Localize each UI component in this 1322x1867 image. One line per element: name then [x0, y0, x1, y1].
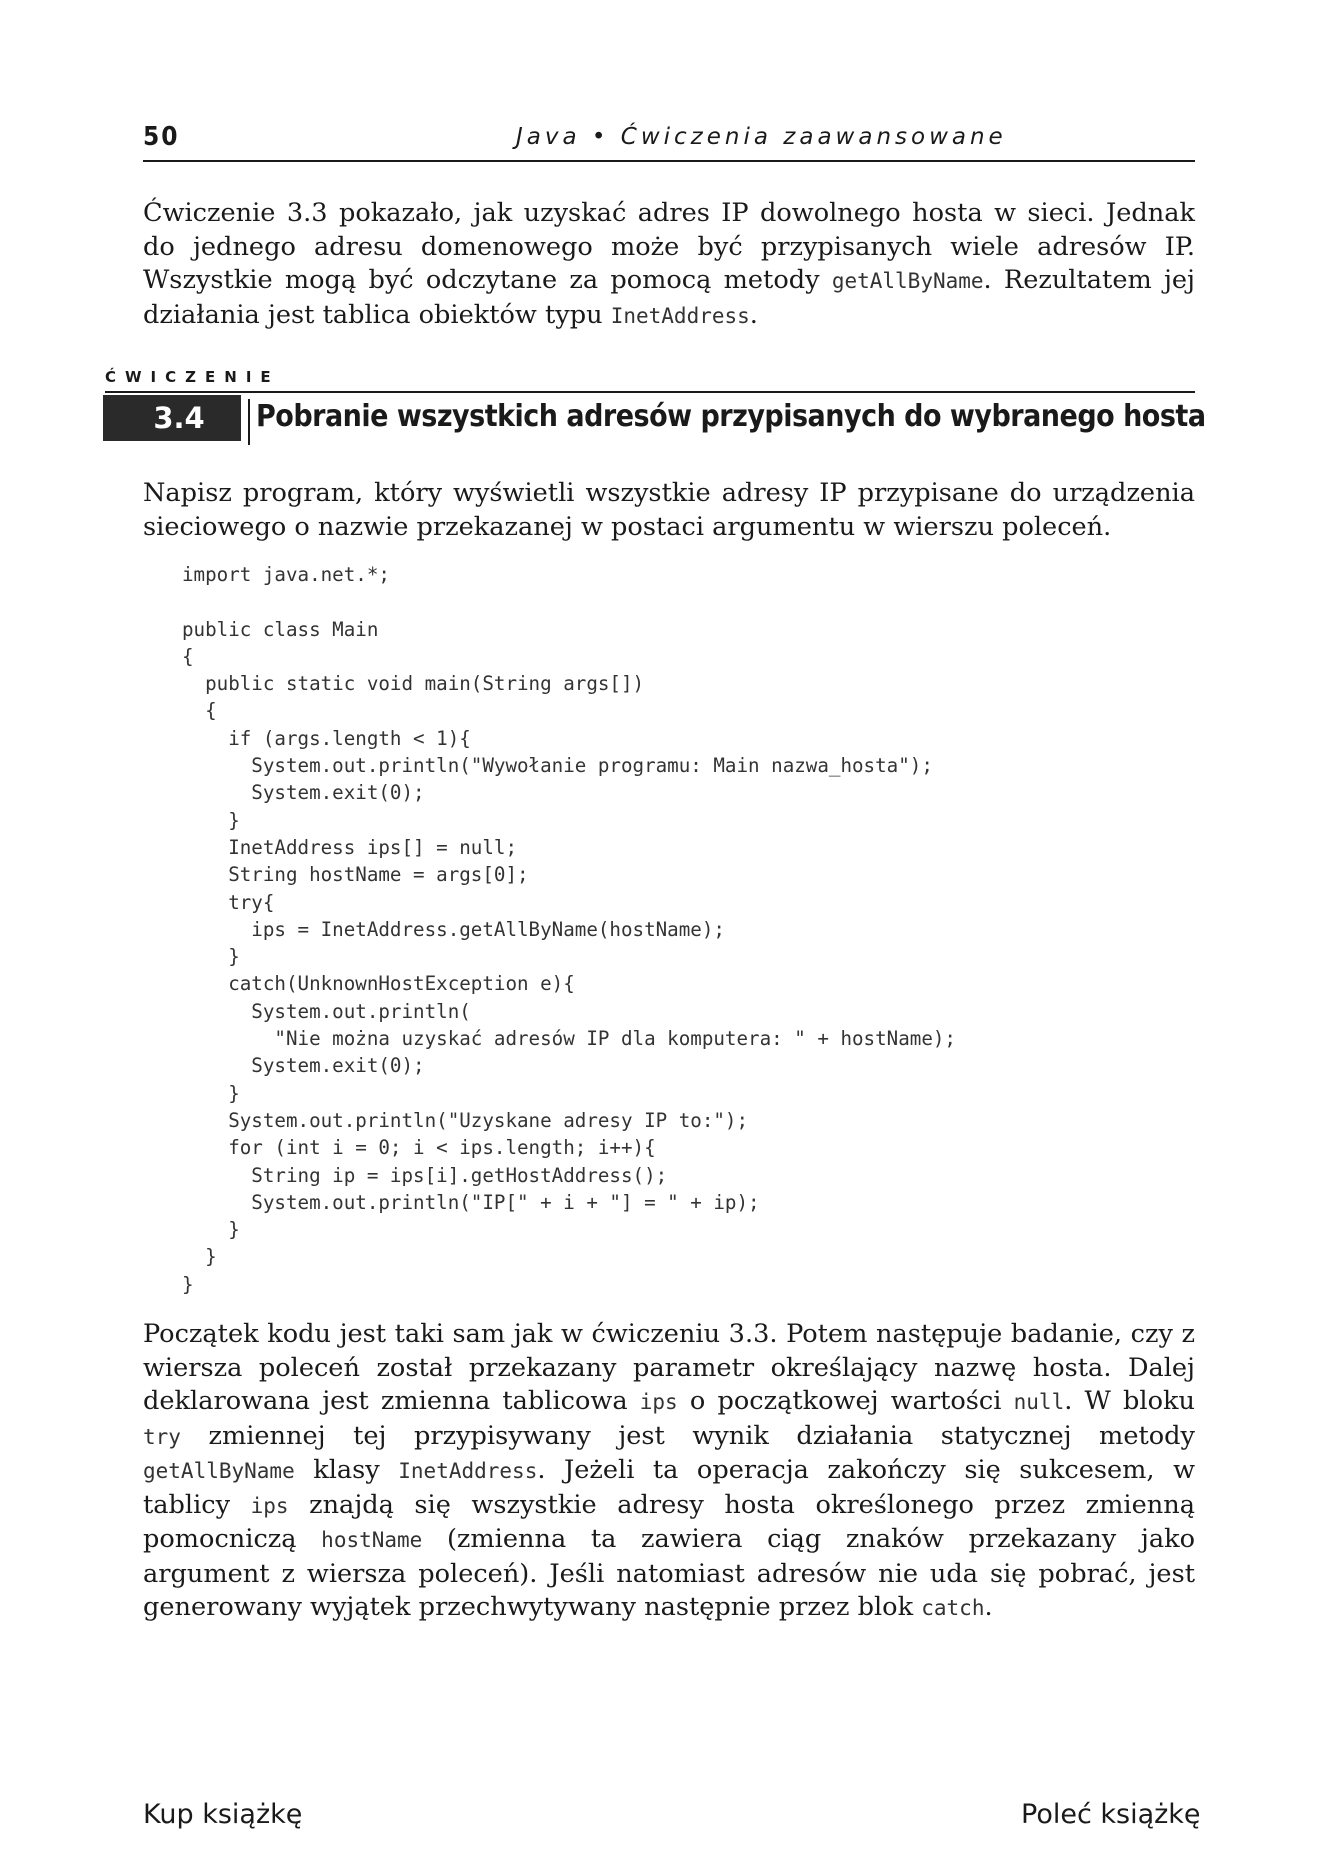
exercise-number: 3.4 — [153, 401, 205, 435]
code-listing — [182, 561, 956, 1298]
exercise-divider — [105, 391, 1195, 393]
code-line: String hostName = args[0]; — [182, 863, 529, 887]
code-line: try{ — [182, 890, 275, 914]
buy-book-link[interactable]: Kup książkę — [143, 1799, 303, 1830]
page-header — [143, 122, 1195, 162]
exercise-label: ĆWICZENIE — [105, 368, 280, 386]
intro-paragraph — [143, 197, 1195, 333]
code-line: catch(UnknownHostException e){ — [182, 972, 575, 996]
paragraph-text: klasy — [294, 1455, 399, 1485]
exercise-number-badge — [103, 395, 241, 441]
code-line: InetAddress ips[] = null; — [182, 835, 518, 859]
code-line: } — [182, 1218, 240, 1242]
code-line: } — [182, 1272, 194, 1296]
paragraph-text: zmiennej tej przypisywany jest wynik działania statycznej metody — [180, 1420, 1195, 1451]
inline-code: getAllByName — [143, 1459, 295, 1483]
code-line: "Nie można uzyskać adresów IP dla komputera: " + hostName); — [182, 1027, 956, 1051]
code-line: public static void main(String args[]) — [182, 672, 645, 696]
page-number: 50 — [143, 122, 180, 152]
inline-code: InetAddress — [398, 1459, 538, 1483]
running-title: Java • Ćwiczenia zaawansowane — [516, 124, 1007, 150]
inline-code: hostName — [321, 1528, 423, 1552]
code-line: { — [182, 699, 217, 723]
code-line: } — [182, 1245, 217, 1269]
code-line: System.out.println("Uzyskane adresy IP to:"); — [182, 1108, 749, 1132]
paragraph-text: . Rezultatem jej działania jest tablica obiektów typu — [143, 265, 1195, 330]
code-line — [182, 588, 956, 615]
code-line: } — [182, 945, 240, 969]
code-line: System.out.println("IP[" + i + "] = " + ip); — [182, 1190, 760, 1214]
code-line: String ip = ips[i].getHostAddress(); — [182, 1163, 668, 1187]
inline-code: InetAddress — [610, 303, 750, 328]
paragraph-text: . W bloku — [1064, 1386, 1195, 1416]
paragraph-text: . — [749, 299, 758, 330]
code-line: ips = InetAddress.getAllByName(hostName); — [182, 917, 725, 941]
code-line: } — [182, 1081, 240, 1105]
paragraph-text: (zmienna ta zawiera ciąg znaków przekazany jako argument z wiersza poleceń). Jeśli natomiast adresów nie uda się pobrać, jest generowany wyjątek przechwytywany następnie przez blok — [143, 1524, 1195, 1622]
code-line: { — [182, 644, 194, 668]
code-line: public class Main — [182, 617, 379, 641]
inline-code: null — [1013, 1390, 1065, 1414]
inline-code: catch — [921, 1596, 985, 1620]
paragraph-text: . — [984, 1592, 993, 1622]
paragraph-text: . Jeżeli ta operacja zakończy się sukcesem, w tablicy — [143, 1455, 1195, 1520]
inline-code: getAllByName — [831, 269, 984, 293]
code-line: System.out.println( — [182, 999, 471, 1023]
exercise-task: Napisz program, który wyświetli wszystkie adresy IP przypisane do urządzenia sieciowego o nazwie przekazanej w postaci argumentu w wierszu poleceń. — [143, 478, 1195, 542]
code-line: System.out.println("Wywołanie programu: Main nazwa_hosta"); — [182, 754, 933, 778]
code-line: } — [182, 808, 240, 832]
exercise-title: Pobranie wszystkich adresów przypisanych do wybranego hosta — [248, 399, 1216, 445]
code-line: System.exit(0); — [182, 781, 425, 805]
paragraph-text: znajdą się wszystkie adresy hosta określonego przez zmienną pomocniczą — [143, 1489, 1195, 1554]
recommend-book-link[interactable]: Poleć książkę — [1021, 1799, 1201, 1830]
inline-code: try — [143, 1424, 181, 1449]
inline-code: ips — [250, 1493, 289, 1518]
explanation-paragraph — [143, 1318, 1195, 1626]
code-line: if (args.length < 1){ — [182, 726, 471, 750]
code-line: for (int i = 0; i < ips.length; i++){ — [182, 1136, 656, 1160]
code-line: import java.net.*; — [182, 563, 390, 586]
paragraph-text: Ćwiczenie 3.3 pokazało, jak uzyskać adres IP dowolnego hosta w sieci. Jednak do jednego adresu domenowego może być przypisanych wiele adresów IP. Wszystkie mogą być odczytane za pomocą metody — [143, 198, 1195, 295]
code-line: System.exit(0); — [182, 1054, 425, 1078]
paragraph-text: o początkowej wartości — [677, 1386, 1014, 1416]
inline-code: ips — [639, 1390, 678, 1414]
paragraph-text: Początek kodu jest taki sam jak w ćwiczeniu 3.3. Potem następuje badanie, czy z wiersza poleceń został przekazany parametr określający nazwę hosta. Dalej deklarowana jest zmienna tablicowa — [143, 1319, 1195, 1416]
